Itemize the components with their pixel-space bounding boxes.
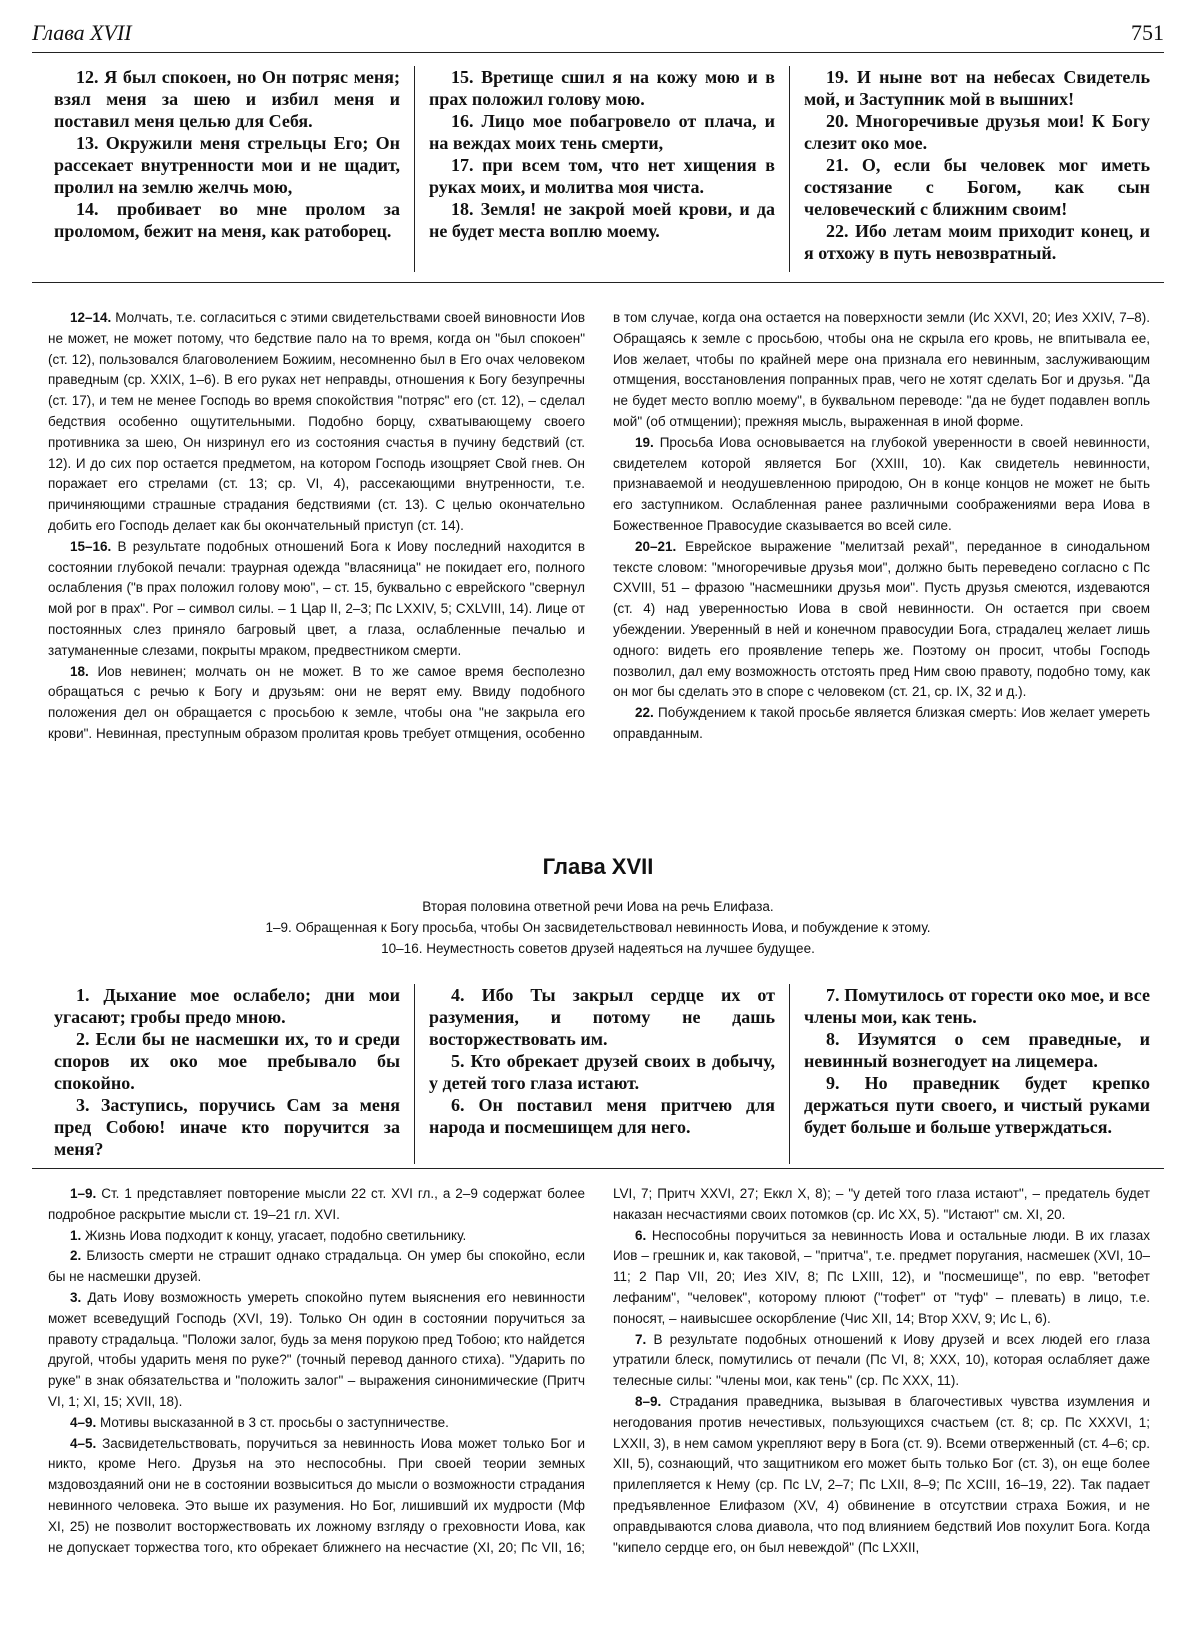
summary-line: 1–9. Обращенная к Богу просьба, чтобы Он засвидетельствовал невинность Иова, и побуждение к этому. bbox=[265, 920, 931, 935]
verse: 1. Дыхание мое ослабело; дни мои угасают; гробы предо мною. bbox=[54, 985, 400, 1027]
verse: 16. Лицо мое побагровело от плача, и на веждах моих тень смерти, bbox=[429, 111, 775, 153]
chapter-title: Глава XVII bbox=[542, 854, 654, 879]
running-head bbox=[32, 20, 1164, 53]
commentary-paragraph: 15–16. В результате подобных отношений Бога к Иову последний находится в состоянии глубокой печали: траурная одежда "власяница" не покидает его, полного ослабления ("в прах положил голову мою", – ст. 15, буквально с еврейского "свернул мой рог в прах". Рог – символ силы. – 1 Цар II, 2–3; Пс LXXIV, 5; CXLVIII, 14). Лице от постоянных слез приняло багровый цвет, а глаза, ослабленные печалью и затуманенные слезами, покрыты мраком, предвестником смерти. bbox=[48, 538, 585, 658]
commentary-paragraph: 4–5. Засвидетельствовать, поручиться за невинность Иова может только Бог и никто, кроме Него. Друзья на это неспособны. При своей теории земных мздовоздаяний они не в состоянии возвыситься до мысли о возможности страдания невинного человека. Это выше их разумения. Но Бог, лишивший их мудрости (Мф XI, 25) не позволит восторжествовать их ложному взгляду о греховности Иова, как не допускает торжества того, кто обрекает ближнего на несчастие (XI, 20; Пс VII, 16; LVI, 7; Притч XXVI, 27; Еккл X, 8); – "у детей того глаза истают", – предатель будет наказан несчастиями своих потомков (ср. Ис XX, 5). "Истают" см. XI, 20. bbox=[48, 1186, 1150, 1555]
verse-column bbox=[414, 984, 789, 1164]
verse: 3. Заступись, поручись Сам за меня пред Собою! иначе кто поручится за меня? bbox=[54, 1095, 400, 1159]
commentary-bottom bbox=[48, 1184, 1150, 1624]
verse: 22. Ибо летам моим приходит конец, и я отхожу в путь невозвратный. bbox=[804, 221, 1150, 263]
commentary-paragraph: 7. В результате подобных отношений к Иову друзей и всех людей его глаза утратили блеск, помутились от печали (Пс VI, 8; XXX, 10), которая ослабляет даже телесные силы: "члены мои, как тень" (ср. Пс XXX, 11). bbox=[613, 1331, 1150, 1389]
verse: 19. И ныне вот на небесах Свидетель мой, и Заступник мой в вышних! bbox=[804, 67, 1150, 109]
commentary-paragraph: 1–9. Ст. 1 представляет повторение мысли 22 ст. XVI гл., а 2–9 содержат более подробное раскрытие мысли ст. 19–21 гл. XVI. bbox=[48, 1186, 585, 1222]
section-divider bbox=[32, 1168, 1164, 1169]
commentary-paragraph: 18. Иов невинен; молчать он не может. В то же самое время бесполезно обращаться с речью к Богу и друзьям: они не верят ему. Ввиду подобного положения дел он обращается с просьбою к земле, чтобы она "не закрыла его крови". Невинная, преступным образом пролитая кровь требует отмщения, особенно в том случае, когда она остается на поверхности земли (Ис XXVI, 20; Иез XXIV, 7–8). Обращаясь к земле с просьбою, чтобы она не скрыла его кровь, не впитывала ее, Иов желает, чтобы по крайней мере она признала его невинным, заслуживающим отмщения, восстановления попранных прав, чего не хотят сделать Бог и друзья. "Да не будет место воплю моему", в буквальном переводе: "да не будет подавлен вопль мой" (об отмщении); прежняя мысль, выраженная в иной форме. bbox=[48, 310, 1150, 741]
verse: 9. Но праведник будет крепко держаться пути своего, и чистый руками будет больше и больше утверждаться. bbox=[804, 1073, 1150, 1137]
commentary-top bbox=[48, 308, 1150, 848]
commentary-paragraph: 20–21. Еврейское выражение "мелитзай рехай", переданное в синодальном тексте словом: "многоречивые друзья мои", должно быть переведено согласно с Пс CXVIII, 51 – фразою "насмешники друзья мои". Пусть друзья смеются, издеваются (ст. 4) над уверенностью Иова в свой невинности. Он остается при своем убеждении. Уверенный в ней и конечном правосудии Бога, страдалец желает лишь одного: видеть его проявление теперь же. Поэтому он просит, чтобы Господь позволил, дал ему возможность отстоять пред Ним свою правоту, подобно тому, как он мог бы сделать это в споре с человеком (ст. 21, ср. IX, 32 и д.). bbox=[613, 538, 1150, 700]
verse-column bbox=[414, 66, 789, 272]
chapter-summary bbox=[0, 896, 1196, 959]
verse-column bbox=[789, 984, 1164, 1164]
scripture-verses-top bbox=[32, 66, 1164, 272]
verse: 21. О, если бы человек мог иметь состязание с Богом, как сын человеческий с ближним своим! bbox=[804, 155, 1150, 219]
verse-column bbox=[789, 66, 1164, 272]
verse: 7. Помутилось от горести око мое, и все члены мои, как тень. bbox=[804, 985, 1150, 1027]
commentary-paragraph: 12–14. Молчать, т.е. согласиться с этими свидетельствами своей виновности Иов не может, не может потому, что бедствие пало на то время, когда он "был спокоен" (ст. 12), пользовался благоволением Божиим, несомненно был в Его очах человеком праведным (ср. XXIX, 1–6). В его руках нет неправды, отношения к Богу безупречны (ст. 17), и тем не менее Господь во время спокойствия "потряс" его (ст. 12), – сделал бедствия особенно ощутительными. Подобно борцу, схватывающему своего противника за шею, Он низринул его из состояния счастья в пучину бедствий (ст. 12). И до сих пор остается предметом, на котором Господь изощряет Свой гнев. Он поражает его стрелами (ст. 13; ср. VI, 4), рассекающими внутренности, т.е. причиняющими страшные страдания бедствиями (ст. 13). С целью окончательно добить его Господь делает как бы окончательный приступ (ст. 14). bbox=[48, 310, 585, 533]
summary-line: 10–16. Неуместность советов друзей надеяться на лучшее будущее. bbox=[381, 941, 815, 956]
commentary-paragraph: 22. Побуждением к такой просьбе является близкая смерть: Иов желает умереть оправданным. bbox=[613, 705, 1150, 741]
commentary-paragraph: 1. Жизнь Иова подходит к концу, угасает, подобно светильнику. bbox=[70, 1227, 467, 1243]
commentary-paragraph: 3. Дать Иову возможность умереть спокойно путем выяснения его невинности может всеведущий Господь (XVI, 19). Только Он один в состоянии поручиться за правоту страдальца. "Положи залог, будь за меня порукою пред Тобою; кто найдется другой, чтобы ударить меня по руке?" (точный перевод данного стиха). "Ударить по руке" в знак обязательства и "положить залог" – выражения синонимические (Притч VI, 1; XI, 15; XVII, 18). bbox=[48, 1289, 585, 1409]
verse: 12. Я был спокоен, но Он потряс меня; взял меня за шею и избил меня и поставил меня целью для Себя. bbox=[54, 67, 400, 131]
verse: 14. пробивает во мне пролом за проломом, бежит на меня, как ратоборец. bbox=[54, 199, 400, 241]
verse: 6. Он поставил меня притчею для народа и посмешищем для него. bbox=[429, 1095, 775, 1137]
verse: 17. при всем том, что нет хищения в руках моих, и молитва моя чиста. bbox=[429, 155, 775, 197]
scripture-verses-bottom bbox=[32, 984, 1164, 1164]
verse: 15. Вретище сшил я на кожу мою и в прах положил голову мою. bbox=[429, 67, 775, 109]
page-number: 751 bbox=[1131, 20, 1164, 45]
section-divider bbox=[32, 282, 1164, 283]
verse-column bbox=[32, 66, 414, 272]
commentary-paragraph: 19. Просьба Иова основывается на глубокой уверенности в своей невинности, свидетелем которой является Бог (XXIII, 10). Как свидетель невинности, признаваемой и неодушевленною природою, Он в конце концов не может не быть его заступником. Ослабленная ранее различными соображениями вера Иова в Божественное Правосудие сказывается во всей силе. bbox=[613, 434, 1150, 533]
verse-column bbox=[32, 984, 414, 1164]
verse: 13. Окружили меня стрельцы Его; Он рассекает внутренности мои и не щадит, пролил на землю желчь мою, bbox=[54, 133, 400, 197]
commentary-paragraph: 8–9. Страдания праведника, вызывая в благочестивых чувства изумления и негодования против нечестивых, пользующихся счастьем (ст. 8; ср. Пс XXXVI, 1; LXXII, 3), в нем самом укрепляют веру в Бога (ст. 9). Всеми отверженный (ст. 4–6; ср. XII, 5), сознающий, что защитником его может быть только Бог (ст. 3), он еще более прилепляется к Нему (ср. Пс LV, 2–7; Пс LXII, 8–9; Пс XCIII, 16–19, 22). Так падает предъявленное Елифазом (XV, 4) обвинение в отсутствии страха Божия, и не оправдываются слова диавола, что под влиянием бедствий Иов похулит Бога. Когда "кипело сердце его, он был невеждой" (Пс LXXII, bbox=[613, 1393, 1150, 1555]
verse: 20. Многоречивые друзья мои! К Богу слезит око мое. bbox=[804, 111, 1150, 153]
commentary-paragraph: 2. Близость смерти не страшит однако страдальца. Он умер бы спокойно, если бы не насмешки друзей. bbox=[48, 1248, 585, 1285]
verse: 4. Ибо Ты закрыл сердце их от разумения, и потому не дашь восторжествовать им. bbox=[429, 985, 775, 1049]
verse: 2. Если бы не насмешки их, то и среди споров их око мое пребывало бы спокойно. bbox=[54, 1029, 400, 1093]
commentary-paragraph: 4–9. Мотивы высказанной в 3 ст. просьбы о заступничестве. bbox=[70, 1414, 449, 1430]
verse: 18. Земля! не закрой моей крови, и да не будет места воплю моему. bbox=[429, 199, 775, 241]
verse: 5. Кто обрекает друзей своих в добычу, у детей того глаза истают. bbox=[429, 1051, 775, 1093]
verse: 8. Изумятся о сем праведные, и невинный вознегодует на лицемера. bbox=[804, 1029, 1150, 1071]
commentary-paragraph: 6. Неспособны поручиться за невинность Иова и остальные люди. В их глазах Иов – грешник и, как таковой, – "притча", т.е. предмет поругания, насмешек (XVI, 10–11; 2 Пар VII, 20; Иез XIV, 8; Пс LXIII, 12), и "посмешище", по евр. "ветофет лефаним", "человек", которому плюют ("тофет" от "туф" – плевать) в лицо, т.е. поносят, – наивысшее оскорбление (Чис XII, 14; Втор XXV, 9; Ис L, 6). bbox=[613, 1227, 1150, 1326]
summary-line: Вторая половина ответной речи Иова на речь Елифаза. bbox=[422, 899, 774, 914]
running-head-title: Глава XVII bbox=[32, 20, 132, 45]
